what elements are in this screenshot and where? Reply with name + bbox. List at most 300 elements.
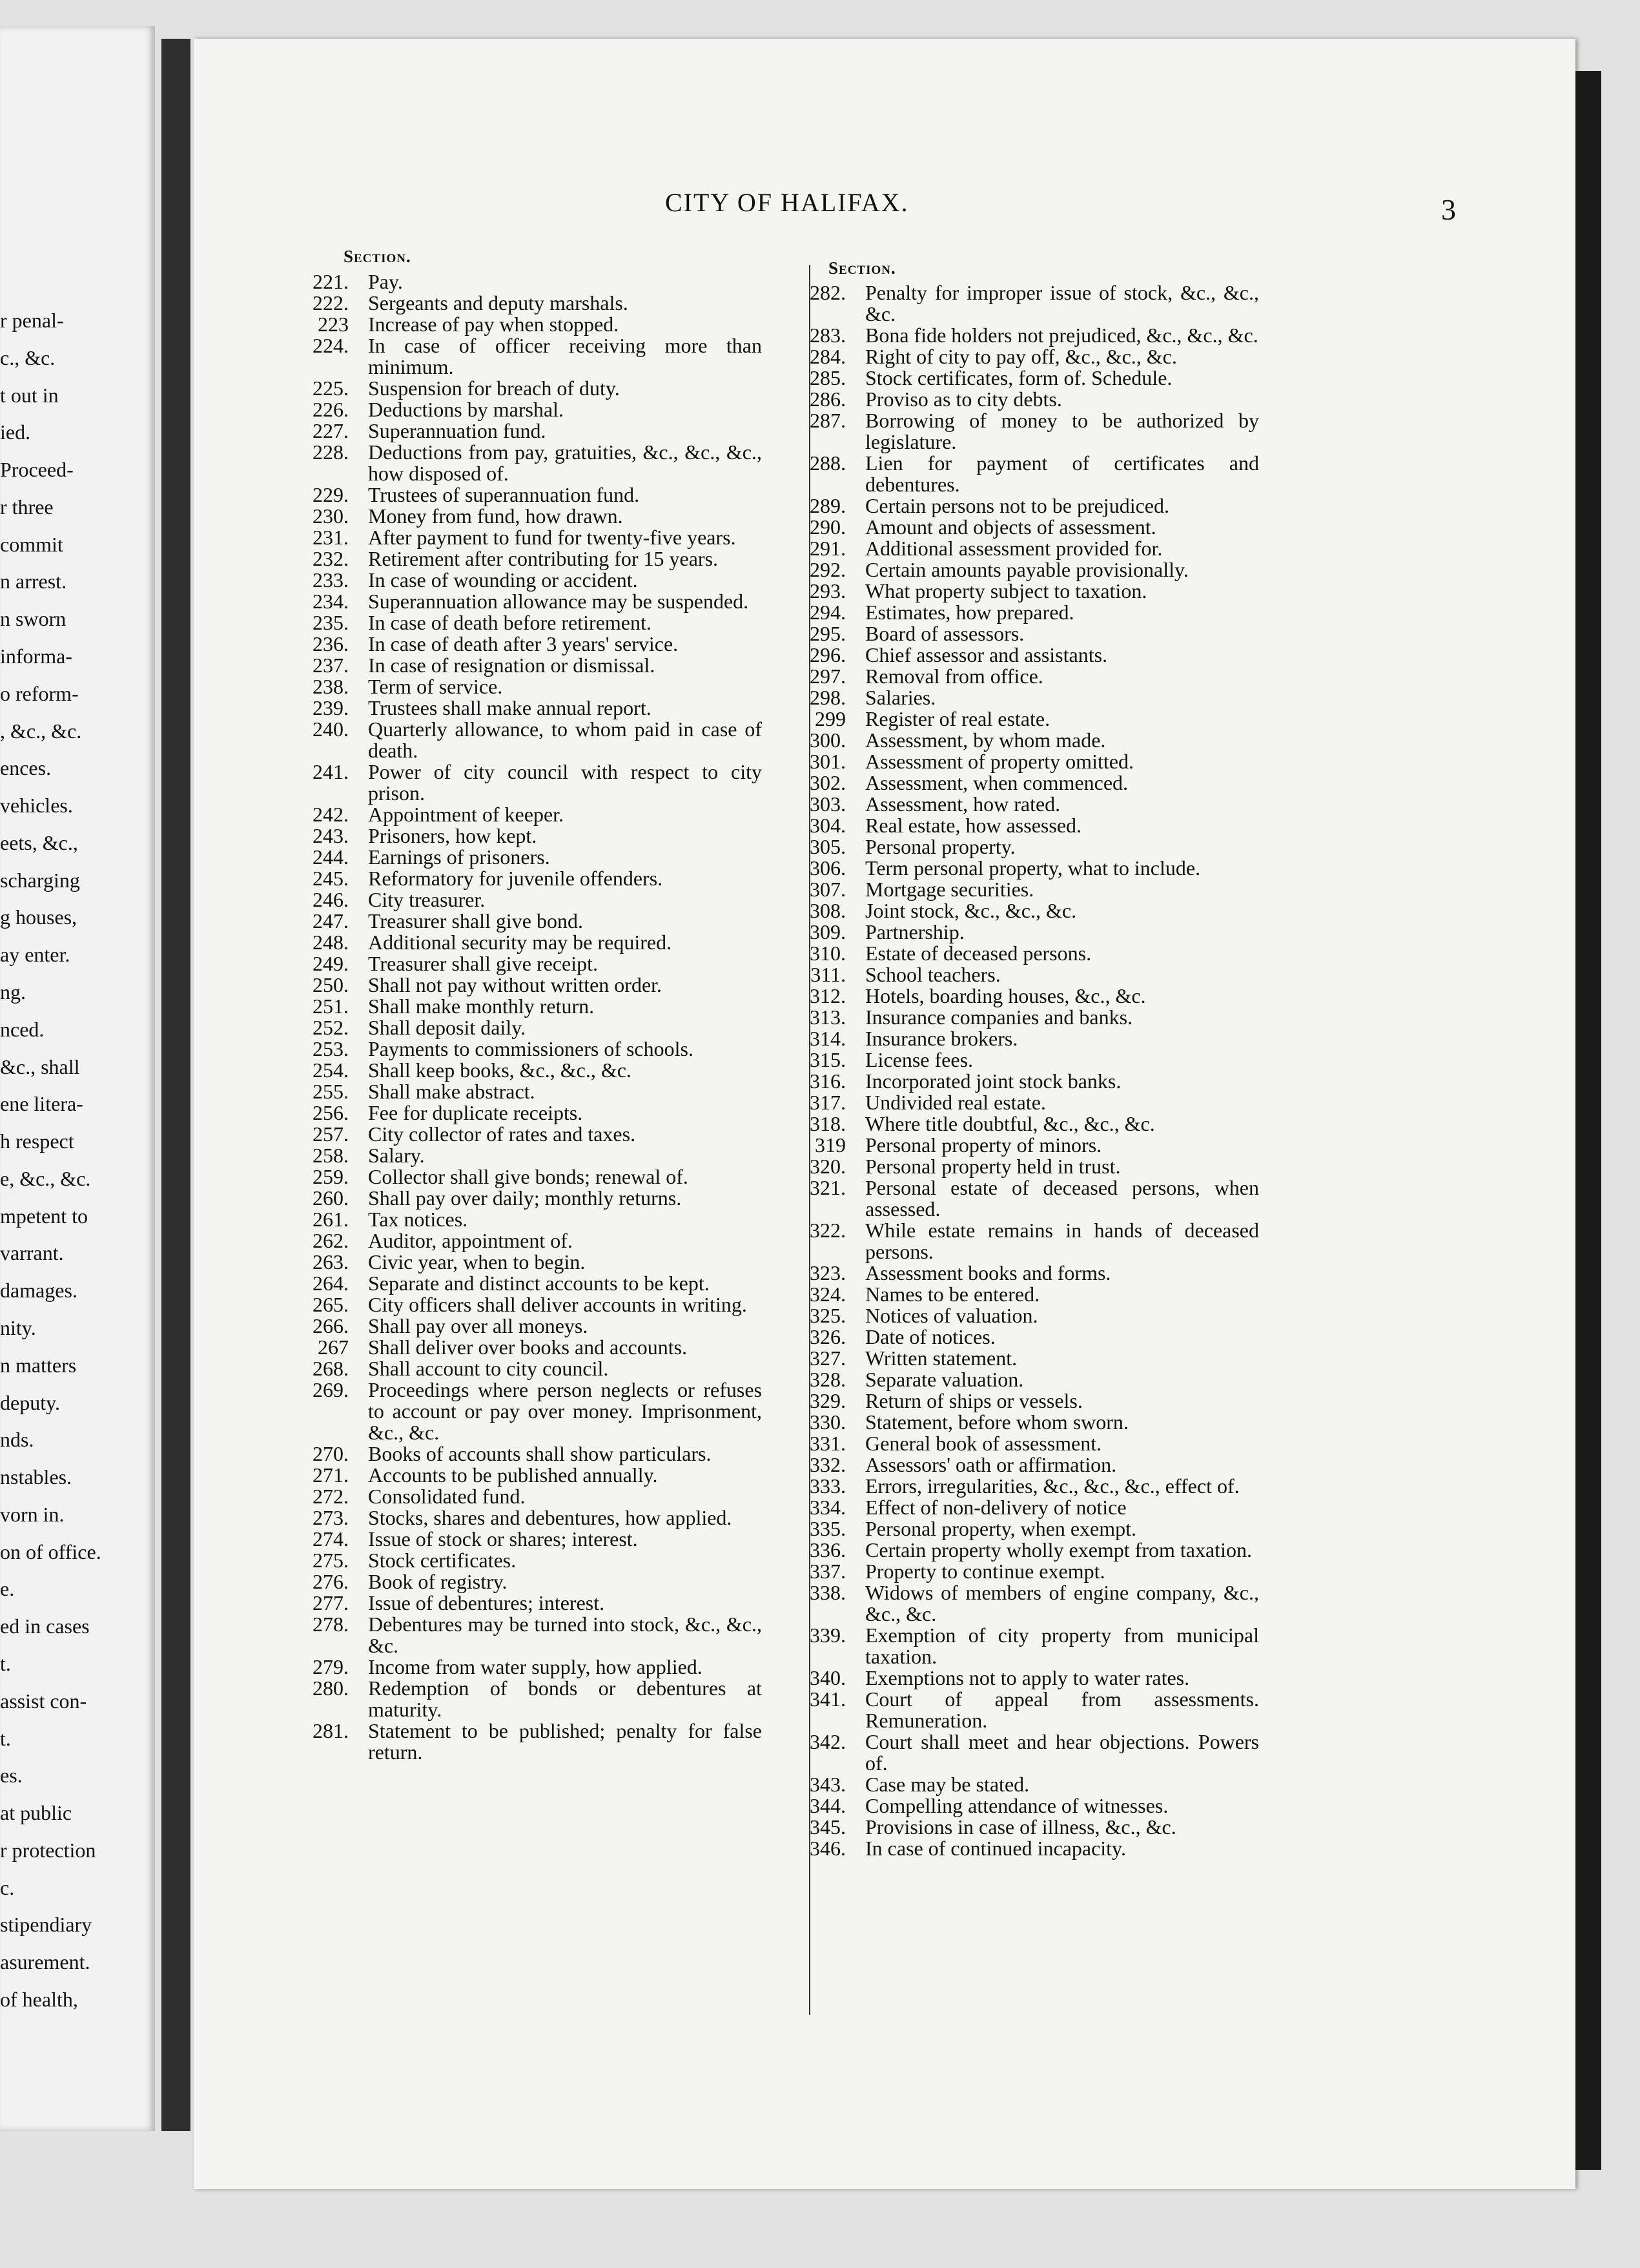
- previous-page-fragment: e.: [0, 1577, 15, 1601]
- section-heading: Superannuation fund.: [368, 419, 546, 442]
- section-number: 270.: [313, 1442, 349, 1465]
- section-heading: Redemption of bonds or debentures at maturity.: [368, 1676, 762, 1721]
- section-number: 290.: [810, 515, 846, 539]
- section-heading: Salary.: [368, 1144, 425, 1167]
- section-heading: Civic year, when to begin.: [368, 1250, 586, 1273]
- section-heading: Additional security may be required.: [368, 931, 672, 954]
- section-heading: Term of service.: [368, 675, 503, 698]
- section-number: 332.: [810, 1453, 846, 1476]
- section-number: 334.: [810, 1496, 846, 1519]
- section-number: 325.: [810, 1304, 846, 1327]
- section-number: 222.: [313, 291, 349, 314]
- section-heading: Shall make abstract.: [368, 1080, 535, 1103]
- section-heading: Widows of members of engine company, &c., &c., &c.: [865, 1581, 1259, 1625]
- section-number: 309.: [810, 920, 846, 943]
- section-heading: Personal property held in trust.: [865, 1155, 1121, 1178]
- previous-page-fragment: r penal-: [0, 309, 64, 332]
- section-number: 221.: [313, 270, 349, 293]
- section-number: 294.: [810, 601, 846, 624]
- section-number: 224.: [313, 334, 349, 357]
- section-heading: Compelling attendance of witnesses.: [865, 1794, 1169, 1817]
- section-heading: Separate valuation.: [865, 1368, 1024, 1391]
- index-entry: [794, 282, 1259, 325]
- section-number: 253.: [313, 1037, 349, 1060]
- index-entry: [297, 271, 762, 293]
- index-entry: [297, 719, 762, 761]
- section-heading: Suspension for breach of duty.: [368, 376, 620, 400]
- previous-page-fragment: , &c., &c.: [0, 719, 82, 743]
- section-heading: Personal property of minors.: [865, 1133, 1102, 1157]
- section-number: 242.: [313, 803, 349, 826]
- index-entry: [297, 1017, 762, 1038]
- index-entry: [794, 1284, 1259, 1305]
- section-number: 267: [318, 1335, 349, 1359]
- section-number: 303.: [810, 792, 846, 816]
- section-heading: City treasurer.: [368, 888, 486, 911]
- section-heading: Certain property wholly exempt from taxation.: [865, 1538, 1252, 1562]
- previous-page-fragment: asurement.: [0, 1950, 90, 1974]
- section-number: 232.: [313, 547, 349, 570]
- section-number: 346.: [810, 1837, 846, 1860]
- previous-page-fragment: ene litera-: [0, 1092, 83, 1116]
- section-number: 323.: [810, 1261, 846, 1284]
- index-entry: [297, 1102, 762, 1124]
- right-section-label: Section.: [828, 258, 896, 278]
- index-entry: [297, 676, 762, 697]
- section-heading: Assessment, by whom made.: [865, 728, 1106, 752]
- previous-page-fragment: nstables.: [0, 1465, 72, 1489]
- section-heading: Insurance brokers.: [865, 1027, 1018, 1050]
- index-entry: [794, 858, 1259, 879]
- index-entry: [297, 996, 762, 1017]
- index-entry: [297, 1571, 762, 1593]
- index-entry: [794, 900, 1259, 922]
- section-heading: Incorporated joint stock banks.: [865, 1069, 1122, 1093]
- section-number: 344.: [810, 1794, 846, 1817]
- previous-page-fragment: nced.: [0, 1017, 45, 1041]
- section-number: 261.: [313, 1208, 349, 1231]
- previous-page-fragment: c., &c.: [0, 345, 56, 369]
- index-entry: [297, 1507, 762, 1529]
- section-heading: Shall pay over daily; monthly returns.: [368, 1186, 682, 1210]
- index-entry: [794, 581, 1259, 602]
- section-number: 306.: [810, 856, 846, 880]
- section-heading: Return of ships or vessels.: [865, 1389, 1083, 1412]
- section-number: 252.: [313, 1016, 349, 1039]
- section-number: 268.: [313, 1357, 349, 1380]
- section-number: 298.: [810, 686, 846, 709]
- previous-page-fragment: ences.: [0, 756, 52, 780]
- section-number: 225.: [313, 376, 349, 400]
- previous-page-fragment: es.: [0, 1764, 23, 1788]
- index-entry: [297, 1358, 762, 1379]
- index-entry: [794, 922, 1259, 943]
- section-heading: Stock certificates.: [368, 1549, 517, 1572]
- index-entry: [794, 1625, 1259, 1667]
- section-heading: Tax notices.: [368, 1208, 468, 1231]
- section-number: 333.: [810, 1474, 846, 1498]
- previous-page-fragment: ied.: [0, 420, 31, 444]
- index-entry: [794, 815, 1259, 836]
- page-gutter: [161, 39, 190, 2131]
- index-entry: [794, 1263, 1259, 1284]
- index-entry: [794, 1156, 1259, 1177]
- section-heading: In case of wounding or accident.: [368, 568, 638, 592]
- index-entry: [794, 559, 1259, 581]
- section-number: 335.: [810, 1517, 846, 1540]
- page-title: CITY OF HALIFAX.: [665, 188, 909, 217]
- section-number: 251.: [313, 995, 349, 1018]
- section-heading: Chief assessor and assistants.: [865, 643, 1108, 666]
- index-entry: [297, 442, 762, 484]
- previous-page-fragment: h respect: [0, 1129, 74, 1153]
- index-entry: [794, 389, 1259, 410]
- index-entry: [794, 708, 1259, 730]
- index-entry: [794, 730, 1259, 751]
- section-heading: Court shall meet and hear objections. Powers of.: [865, 1730, 1259, 1775]
- index-entry: [297, 1273, 762, 1294]
- index-entry: [794, 687, 1259, 708]
- section-heading: Removal from office.: [865, 665, 1043, 688]
- section-heading: Quarterly allowance, to whom paid in case of death.: [368, 717, 762, 762]
- section-heading: Assessment, how rated.: [865, 792, 1061, 816]
- section-number: 292.: [810, 558, 846, 581]
- previous-page-fragment: deputy.: [0, 1390, 61, 1414]
- section-heading: Joint stock, &c., &c., &c.: [865, 899, 1077, 922]
- section-number: 260.: [313, 1186, 349, 1210]
- section-number: 316.: [810, 1069, 846, 1093]
- section-heading: Borrowing of money to be authorized by legislature.: [865, 409, 1259, 453]
- section-number: 320.: [810, 1155, 846, 1178]
- section-number: 310.: [810, 942, 846, 965]
- section-heading: While estate remains in hands of deceased persons.: [865, 1219, 1259, 1263]
- previous-page-fragment: t out in: [0, 383, 59, 407]
- section-heading: Estate of deceased persons.: [865, 942, 1092, 965]
- index-entry: [297, 1209, 762, 1230]
- previous-page-fragment: nity.: [0, 1316, 36, 1339]
- index-entry: [794, 453, 1259, 495]
- section-heading: Names to be entered.: [865, 1283, 1040, 1306]
- section-heading: Deductions from pay, gratuities, &c., &c., &c., how disposed of.: [368, 440, 762, 485]
- index-entry: [794, 985, 1259, 1007]
- section-heading: Salaries.: [865, 686, 936, 709]
- section-heading: Personal estate of deceased persons, when assessed.: [865, 1176, 1259, 1221]
- index-entry: [297, 1294, 762, 1315]
- previous-page-fragment: Proceed-: [0, 458, 74, 482]
- section-number: 247.: [313, 909, 349, 933]
- index-entry: [297, 1081, 762, 1102]
- previous-page-fragment: at public: [0, 1801, 72, 1825]
- section-number: 326.: [810, 1325, 846, 1348]
- section-number: 338.: [810, 1581, 846, 1604]
- previous-page-fragment: informa-: [0, 644, 72, 668]
- index-entry: [794, 1838, 1259, 1859]
- index-entry: [297, 506, 762, 527]
- index-entry: [794, 879, 1259, 900]
- index-entry: [297, 1252, 762, 1273]
- index-entry: [297, 612, 762, 634]
- index-entry: [794, 1731, 1259, 1774]
- section-number: 239.: [313, 696, 349, 719]
- section-heading: Shall deposit daily.: [368, 1016, 526, 1039]
- section-heading: Stock certificates, form of. Schedule.: [865, 366, 1173, 389]
- section-number: 264.: [313, 1272, 349, 1295]
- section-heading: General book of assessment.: [865, 1432, 1102, 1455]
- section-heading: Partnership.: [865, 920, 965, 943]
- section-heading: Where title doubtful, &c., &c., &c.: [865, 1112, 1155, 1135]
- section-heading: Assessment of property omitted.: [865, 750, 1134, 773]
- index-entry: [794, 1667, 1259, 1689]
- section-number: 234.: [313, 590, 349, 613]
- previous-page-fragment: r three: [0, 495, 54, 519]
- section-heading: Income from water supply, how applied.: [368, 1655, 702, 1678]
- section-heading: Stocks, shares and debentures, how applied.: [368, 1506, 732, 1529]
- index-entry: [297, 634, 762, 655]
- section-number: 231.: [313, 526, 349, 549]
- index-entry: [794, 1177, 1259, 1220]
- section-number: 228.: [313, 440, 349, 464]
- index-entry: [794, 1390, 1259, 1412]
- index-entry: [794, 1518, 1259, 1540]
- section-number: 279.: [313, 1655, 349, 1678]
- index-entry: [297, 697, 762, 719]
- section-heading: Assessment, when commenced.: [865, 771, 1129, 794]
- section-number: 257.: [313, 1122, 349, 1146]
- index-entry: [297, 868, 762, 889]
- section-number: 331.: [810, 1432, 846, 1455]
- previous-page-fragment: r protection: [0, 1838, 96, 1862]
- index-entry: [794, 1092, 1259, 1113]
- section-number: 305.: [810, 835, 846, 858]
- section-heading: Trustees of superannuation fund.: [368, 483, 640, 506]
- section-number: 238.: [313, 675, 349, 698]
- index-entry: [297, 1060, 762, 1081]
- index-entry: [794, 623, 1259, 644]
- index-entry: [794, 517, 1259, 538]
- index-entry: [794, 943, 1259, 964]
- section-number: 223: [318, 313, 349, 336]
- section-heading: Board of assessors.: [865, 622, 1025, 645]
- index-entry: [794, 1561, 1259, 1582]
- index-entry: [794, 836, 1259, 858]
- index-entry: [297, 420, 762, 442]
- section-heading: Debentures may be turned into stock, &c., &c., &c.: [368, 1613, 762, 1657]
- section-heading: Proceedings where person neglects or refuses to account or pay over money. Imprisonment, &c., &c.: [368, 1378, 762, 1444]
- left-section-label: Section.: [343, 247, 411, 266]
- index-entry: [297, 1678, 762, 1720]
- section-heading: Book of registry.: [368, 1570, 507, 1593]
- index-entry: [297, 1038, 762, 1060]
- section-number: 229.: [313, 483, 349, 506]
- section-number: 327.: [810, 1346, 846, 1370]
- section-heading: Statement to be published; penalty for false return.: [368, 1719, 762, 1764]
- section-heading: Court of appeal from assessments. Remuneration.: [865, 1687, 1259, 1732]
- previous-page-fragment: ng.: [0, 980, 26, 1004]
- index-entry: [297, 1593, 762, 1614]
- index-entry: [794, 1582, 1259, 1625]
- previous-page-fragment: c.: [0, 1875, 15, 1899]
- index-entry: [297, 314, 762, 335]
- index-entry: [794, 1689, 1259, 1731]
- section-number: 295.: [810, 622, 846, 645]
- previous-page-fragment: commit: [0, 532, 63, 556]
- section-number: 246.: [313, 888, 349, 911]
- section-number: 289.: [810, 494, 846, 517]
- page-edge-shadow: [1575, 71, 1601, 2170]
- section-number: 233.: [313, 568, 349, 592]
- section-number: 328.: [810, 1368, 846, 1391]
- previous-page-fragment: stipendiary: [0, 1913, 92, 1937]
- section-heading: License fees.: [865, 1048, 974, 1071]
- section-heading: Undivided real estate.: [865, 1091, 1046, 1114]
- section-heading: Certain amounts payable provisionally.: [865, 558, 1189, 581]
- section-number: 324.: [810, 1283, 846, 1306]
- section-heading: Superannuation allowance may be suspended.: [368, 590, 749, 613]
- section-heading: In case of resignation or dismissal.: [368, 654, 655, 677]
- index-entry: [297, 484, 762, 506]
- section-number: 287.: [810, 409, 846, 432]
- section-number: 291.: [810, 537, 846, 560]
- index-entry: [794, 1049, 1259, 1071]
- section-number: 308.: [810, 899, 846, 922]
- section-heading: Personal property, when exempt.: [865, 1517, 1137, 1540]
- section-heading: Case may be stated.: [865, 1773, 1030, 1796]
- section-heading: Prisoners, how kept.: [368, 824, 537, 847]
- section-heading: Provisions in case of illness, &c., &c.: [865, 1815, 1176, 1839]
- section-heading: Issue of debentures; interest.: [368, 1591, 605, 1614]
- previous-page-fragment: n sworn: [0, 607, 67, 631]
- section-number: 321.: [810, 1176, 846, 1199]
- section-heading: Shall keep books, &c., &c., &c.: [368, 1058, 631, 1082]
- section-number: 281.: [313, 1719, 349, 1742]
- section-heading: Payments to commissioners of schools.: [368, 1037, 693, 1060]
- section-heading: Date of notices.: [865, 1325, 996, 1348]
- section-number: 329.: [810, 1389, 846, 1412]
- section-number: 236.: [313, 632, 349, 655]
- section-number: 244.: [313, 845, 349, 869]
- section-number: 339.: [810, 1624, 846, 1647]
- index-entry: [297, 953, 762, 974]
- section-heading: Sergeants and deputy marshals.: [368, 291, 628, 314]
- index-entry: [794, 1476, 1259, 1497]
- index-entry: [794, 644, 1259, 666]
- section-heading: Amount and objects of assessment.: [865, 515, 1156, 539]
- section-heading: Collector shall give bonds; renewal of.: [368, 1165, 688, 1188]
- index-entry: [794, 495, 1259, 517]
- section-heading: Shall pay over all moneys.: [368, 1314, 588, 1337]
- section-heading: Proviso as to city debts.: [865, 387, 1062, 411]
- section-number: 341.: [810, 1687, 846, 1711]
- index-entry: [297, 911, 762, 932]
- section-heading: City officers shall deliver accounts in writing.: [368, 1293, 747, 1316]
- section-heading: Consolidated fund.: [368, 1485, 526, 1508]
- index-entry: [297, 1337, 762, 1358]
- previous-page-fragment: eets, &c.,: [0, 830, 78, 854]
- section-number: 245.: [313, 867, 349, 890]
- section-heading: In case of continued incapacity.: [865, 1837, 1126, 1860]
- section-number: 314.: [810, 1027, 846, 1050]
- index-entry: [794, 1348, 1259, 1369]
- index-entry: [297, 1188, 762, 1209]
- previous-page-fragment: mpetent to: [0, 1204, 88, 1228]
- index-entry: [297, 1550, 762, 1571]
- section-heading: Term personal property, what to include.: [865, 856, 1201, 880]
- section-heading: Fee for duplicate receipts.: [368, 1101, 583, 1124]
- section-number: 272.: [313, 1485, 349, 1508]
- index-entry: [297, 825, 762, 847]
- section-heading: School teachers.: [865, 963, 1001, 986]
- section-number: 336.: [810, 1538, 846, 1562]
- index-entry: [794, 1071, 1259, 1092]
- index-entry: [297, 1486, 762, 1507]
- section-number: 299: [815, 707, 846, 730]
- section-number: 262.: [313, 1229, 349, 1252]
- section-number: 343.: [810, 1773, 846, 1796]
- section-heading: Hotels, boarding houses, &c., &c.: [865, 984, 1146, 1007]
- section-number: 254.: [313, 1058, 349, 1082]
- index-entry: [794, 1774, 1259, 1795]
- section-number: 230.: [313, 504, 349, 528]
- section-heading: Effect of non-delivery of notice: [865, 1496, 1127, 1519]
- index-entry: [297, 932, 762, 953]
- section-heading: Assessors' oath or affirmation.: [865, 1453, 1117, 1476]
- section-number: 255.: [313, 1080, 349, 1103]
- section-number: 318.: [810, 1112, 846, 1135]
- previous-page-fragment: t.: [0, 1652, 11, 1675]
- section-heading: Issue of stock or shares; interest.: [368, 1527, 638, 1551]
- section-heading: Treasurer shall give receipt.: [368, 952, 599, 975]
- previous-page-fragment: o reform-: [0, 681, 79, 705]
- section-number: 283.: [810, 324, 846, 347]
- section-heading: Shall make monthly return.: [368, 995, 595, 1018]
- index-entry: [794, 1028, 1259, 1049]
- section-heading: Certain persons not to be prejudiced.: [865, 494, 1169, 517]
- section-heading: Shall not pay without written order.: [368, 973, 662, 996]
- index-entry: [297, 1614, 762, 1656]
- section-number: 319: [815, 1133, 846, 1157]
- section-number: 322.: [810, 1219, 846, 1242]
- previous-page-fragment: nds.: [0, 1428, 34, 1452]
- section-heading: Additional assessment provided for.: [865, 537, 1163, 560]
- index-entry: [297, 293, 762, 314]
- section-number: 296.: [810, 643, 846, 666]
- index-entry: [297, 1379, 762, 1443]
- section-number: 243.: [313, 824, 349, 847]
- index-entry: [794, 1326, 1259, 1348]
- index-entry: [297, 1529, 762, 1550]
- section-number: 280.: [313, 1676, 349, 1700]
- previous-page-fragment: of health,: [0, 1988, 78, 2011]
- section-number: 340.: [810, 1666, 846, 1689]
- index-entry: [794, 1305, 1259, 1326]
- section-number: 266.: [313, 1314, 349, 1337]
- section-heading: Exemptions not to apply to water rates.: [865, 1666, 1190, 1689]
- index-entry: [794, 1540, 1259, 1561]
- index-entry: [297, 548, 762, 570]
- section-number: 317.: [810, 1091, 846, 1114]
- index-entry: [297, 1465, 762, 1486]
- section-heading: After payment to fund for twenty-five years.: [368, 526, 736, 549]
- index-entry: [794, 602, 1259, 623]
- index-entry: [297, 1656, 762, 1678]
- section-number: 288.: [810, 451, 846, 475]
- section-number: 337.: [810, 1560, 846, 1583]
- index-entry: [297, 804, 762, 825]
- index-entry: [297, 1145, 762, 1166]
- section-number: 284.: [810, 345, 846, 368]
- index-entry: [794, 346, 1259, 367]
- section-heading: In case of officer receiving more than minimum.: [368, 334, 762, 378]
